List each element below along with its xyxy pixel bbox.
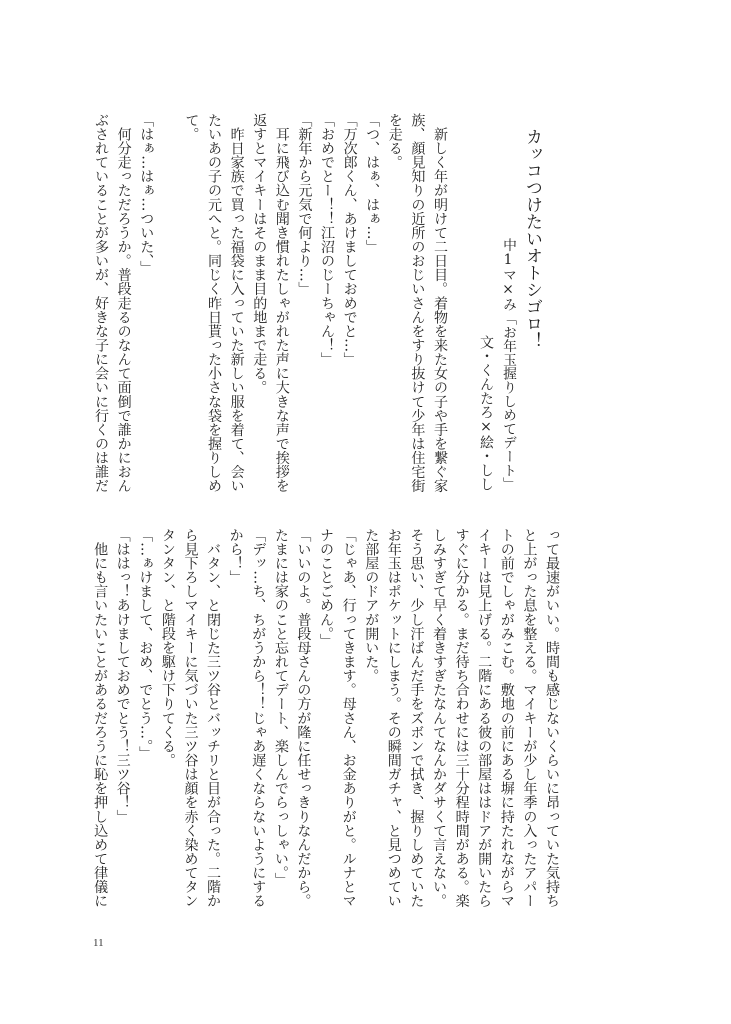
text-column: 「ははっ！あけましておめでとう！三ツ谷！」 xyxy=(114,528,131,824)
text-column: そう思い、少し汗ばんだ手をズボンで拭き、握りしめていた xyxy=(408,528,425,908)
text-column: 「いいのよ。普段母さんの方が隆に任せっきりなんだから。 xyxy=(295,528,312,908)
text-column: 耳に飛び込む聞き慣れたしゃがれた声に大きな声で挨拶を xyxy=(273,113,290,493)
text-column: て。 xyxy=(183,113,200,142)
text-column: 「はぁ…はぁ…ついた、」 xyxy=(138,113,155,275)
text-column: 「おめでとー！！江沼のじーちゃん！」 xyxy=(319,113,336,367)
text-column: 「万次郎くん、あけましておめでと…」 xyxy=(341,113,358,367)
text-column: から！」 xyxy=(227,528,244,585)
text-column: すぐに分かる。まだ待ち合わせには三十分程時間がある。楽 xyxy=(453,528,470,908)
text-column: 返すとマイキーはそのまま目的地まで走る。 xyxy=(251,113,268,395)
text-column: って最速がいい。時間も感じないくらいに昂っていた気持ち xyxy=(544,528,560,908)
text-column: ぶされていることが多いが、好きな子に会いに行くのは誰だ xyxy=(93,113,110,493)
text-column: 「新年から元気で何より…」 xyxy=(296,113,313,296)
text-column: 「じゃあ、行ってきます。母さん、お金ありがと。ルナとマ xyxy=(340,528,357,908)
story-title: カッコつけたいオトシゴロ！ xyxy=(522,128,542,349)
blank-column xyxy=(157,113,180,493)
lower-text-block xyxy=(89,528,563,908)
text-column: ナのことごめん。」 xyxy=(318,528,335,648)
text-column: 昨日家族で買った福袋に入っていた新しい服を着て、会い xyxy=(228,113,245,493)
text-column: ら見下ろしマイキーに気づいた三ツ谷は顔を赤く染めてタン xyxy=(182,528,199,908)
text-column: タンタン、と階段を駆け下りてくる。 xyxy=(159,528,176,768)
text-column: 「デッ…ち、ちがうから！！じゃあ遅くならないようにする xyxy=(250,528,267,908)
text-column: 新しく年が明けて二日目。着物を来た女の子や手を繋ぐ家 xyxy=(432,113,448,493)
text-column: 「…ぁけまして、おめ、でとう…。」 xyxy=(137,528,154,761)
text-column: しみすぎて早く着きすぎたなんてなんかダサくて言えない。 xyxy=(431,528,448,908)
text-column: イキーは見上げる。二階にある彼の部屋ははドアが開いたら xyxy=(476,528,493,908)
text-column: 族、顔見知りの近所のおじいさんをすり抜けて少年は住宅街 xyxy=(409,113,426,493)
text-column: たまには家のこと忘れてデート、楽しんでらっしゃい。」 xyxy=(272,528,289,887)
text-column: た部屋のドアが開いた。 xyxy=(363,528,380,683)
text-column: を走る。 xyxy=(386,113,403,170)
story-subtitle: 中1マ×み「お年玉握りしめてデート」 xyxy=(500,238,516,491)
text-column: 他にも言いたいことがあるだろうに恥を押し込めて律儀に xyxy=(92,528,109,908)
page-number: 11 xyxy=(93,937,104,949)
story-credits: 文・くんたろ×絵・しし xyxy=(478,335,494,491)
text-column: と上がった息を整える。マイキーが少し年季の入ったアパー xyxy=(521,528,538,908)
text-column: 「つ、はぁ、はぁ…」 xyxy=(364,113,381,254)
text-column: たいあの子の元へと。同じく昨日貰った小さな袋を握りしめ xyxy=(206,113,223,493)
text-column: 何分走っただろうか。普段走るのなんて面倒で誰かにおん xyxy=(115,113,132,493)
upper-text-block xyxy=(90,113,452,493)
text-column: バタン、と閉じた三ツ谷とバッチリと目が合った。二階か xyxy=(205,528,222,908)
text-column: トの前でしゃがみこむ。敷地の前にある塀に持たれながらマ xyxy=(498,528,515,908)
text-column: お年玉はポケットにしまう。その瞬間ガチャ、と見つめてい xyxy=(385,528,402,908)
